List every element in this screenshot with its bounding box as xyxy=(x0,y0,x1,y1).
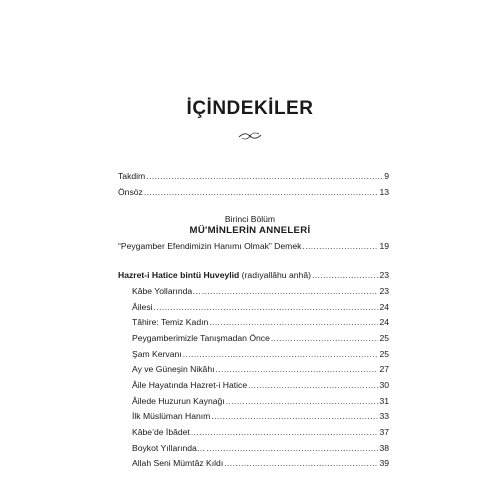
toc-entry-page: 31 xyxy=(379,396,389,406)
toc-entry-label: Peygamberimizle Tanışmadan Önce xyxy=(132,333,270,343)
flourish-ornament-icon xyxy=(237,130,263,142)
toc-entry-label: Allah Seni Mümtâz Kıldı xyxy=(132,458,224,468)
toc-entry-page: 37 xyxy=(379,427,389,437)
dot-leader xyxy=(146,171,383,182)
toc-entry-label: Tâhire: Temiz Kadın xyxy=(132,317,209,327)
toc-subentry[interactable] xyxy=(132,349,389,360)
dot-leader xyxy=(206,443,378,454)
toc-entry-label: Boykot Yıllarında… xyxy=(132,443,206,453)
toc-subentry[interactable] xyxy=(132,396,389,407)
dot-leader xyxy=(226,396,379,407)
toc-entry-label: Kâbe’de İbâdet xyxy=(132,427,190,437)
toc-entry-page: 13 xyxy=(379,187,389,197)
toc-entry-page: 24 xyxy=(379,302,389,312)
dot-leader xyxy=(224,458,378,469)
toc-subentry[interactable] xyxy=(132,333,389,344)
toc-entry-page: 27 xyxy=(379,364,389,374)
toc-entry-page: 23 xyxy=(379,270,389,280)
toc-entry-page: 19 xyxy=(379,241,389,251)
toc-entry-page: 25 xyxy=(379,349,389,359)
toc-entry-label: Âile Hayatında Hazret-i Hatice xyxy=(132,380,248,390)
toc-entry-label: Âilede Huzurun Kaynağı xyxy=(132,396,225,406)
toc-entry-label: Kâbe Yollarında… xyxy=(132,286,201,296)
dot-leader xyxy=(154,302,379,313)
toc-entry-label xyxy=(118,270,311,281)
chapter-suffix: (radıyallâhu anhâ) xyxy=(239,270,311,280)
dot-leader xyxy=(209,317,378,328)
toc-entry-page: 39 xyxy=(379,458,389,468)
toc-entry-page: 9 xyxy=(384,171,389,181)
toc-entry-chapter[interactable] xyxy=(118,270,389,281)
toc-entry-page: 24 xyxy=(379,317,389,327)
toc-subentry[interactable] xyxy=(132,317,389,328)
dot-leader xyxy=(215,364,378,375)
dot-leader xyxy=(211,411,378,422)
chapter-name: Hazret-i Hatice bintü Huveylid xyxy=(118,270,240,280)
dot-leader xyxy=(271,333,379,344)
toc-subentry[interactable] xyxy=(132,411,389,422)
toc-entry-label: Ay ve Güneşin Nikâhı xyxy=(132,364,215,374)
part-title: MÜ'MİNLERİN ANNELERİ xyxy=(189,225,311,236)
page-title: İÇİNDEKİLER xyxy=(186,98,314,119)
toc-entry-page: 38 xyxy=(379,443,389,453)
toc-entry-label: Takdim xyxy=(118,171,146,181)
toc-subentry[interactable] xyxy=(132,364,389,375)
toc-entry-label: “Peygamber Efendimizin Hanımı Olmak” Demek xyxy=(118,241,302,251)
toc-entry-label: Önsöz xyxy=(118,187,143,197)
toc-subentry[interactable] xyxy=(132,380,389,391)
toc-entry-onsoz[interactable] xyxy=(118,187,389,198)
toc-entry-takdim[interactable] xyxy=(118,171,389,182)
toc-subentry[interactable] xyxy=(132,302,389,313)
toc-subentry[interactable] xyxy=(132,443,389,454)
toc-entry-page: 23 xyxy=(379,286,389,296)
dot-leader xyxy=(312,270,378,281)
part-subtitle: Birinci Bölüm xyxy=(224,214,276,224)
dot-leader xyxy=(144,187,379,198)
dot-leader xyxy=(302,241,378,252)
toc-subentry[interactable] xyxy=(132,286,389,297)
toc-entry-intro[interactable] xyxy=(118,241,389,252)
toc-entry-page: 25 xyxy=(379,333,389,343)
dot-leader xyxy=(248,380,378,391)
dot-leader xyxy=(191,427,379,438)
toc-entry-page: 30 xyxy=(379,380,389,390)
toc-entry-label: İlk Müslüman Hanım xyxy=(132,411,211,421)
dot-leader xyxy=(202,286,379,297)
toc-subentry[interactable] xyxy=(132,458,389,469)
toc-entry-page: 33 xyxy=(379,411,389,421)
toc-entry-label: Âilesi xyxy=(132,302,153,312)
toc-subentry[interactable] xyxy=(132,427,389,438)
dot-leader xyxy=(183,349,379,360)
toc-entry-label: Şam Kervanı xyxy=(132,349,182,359)
